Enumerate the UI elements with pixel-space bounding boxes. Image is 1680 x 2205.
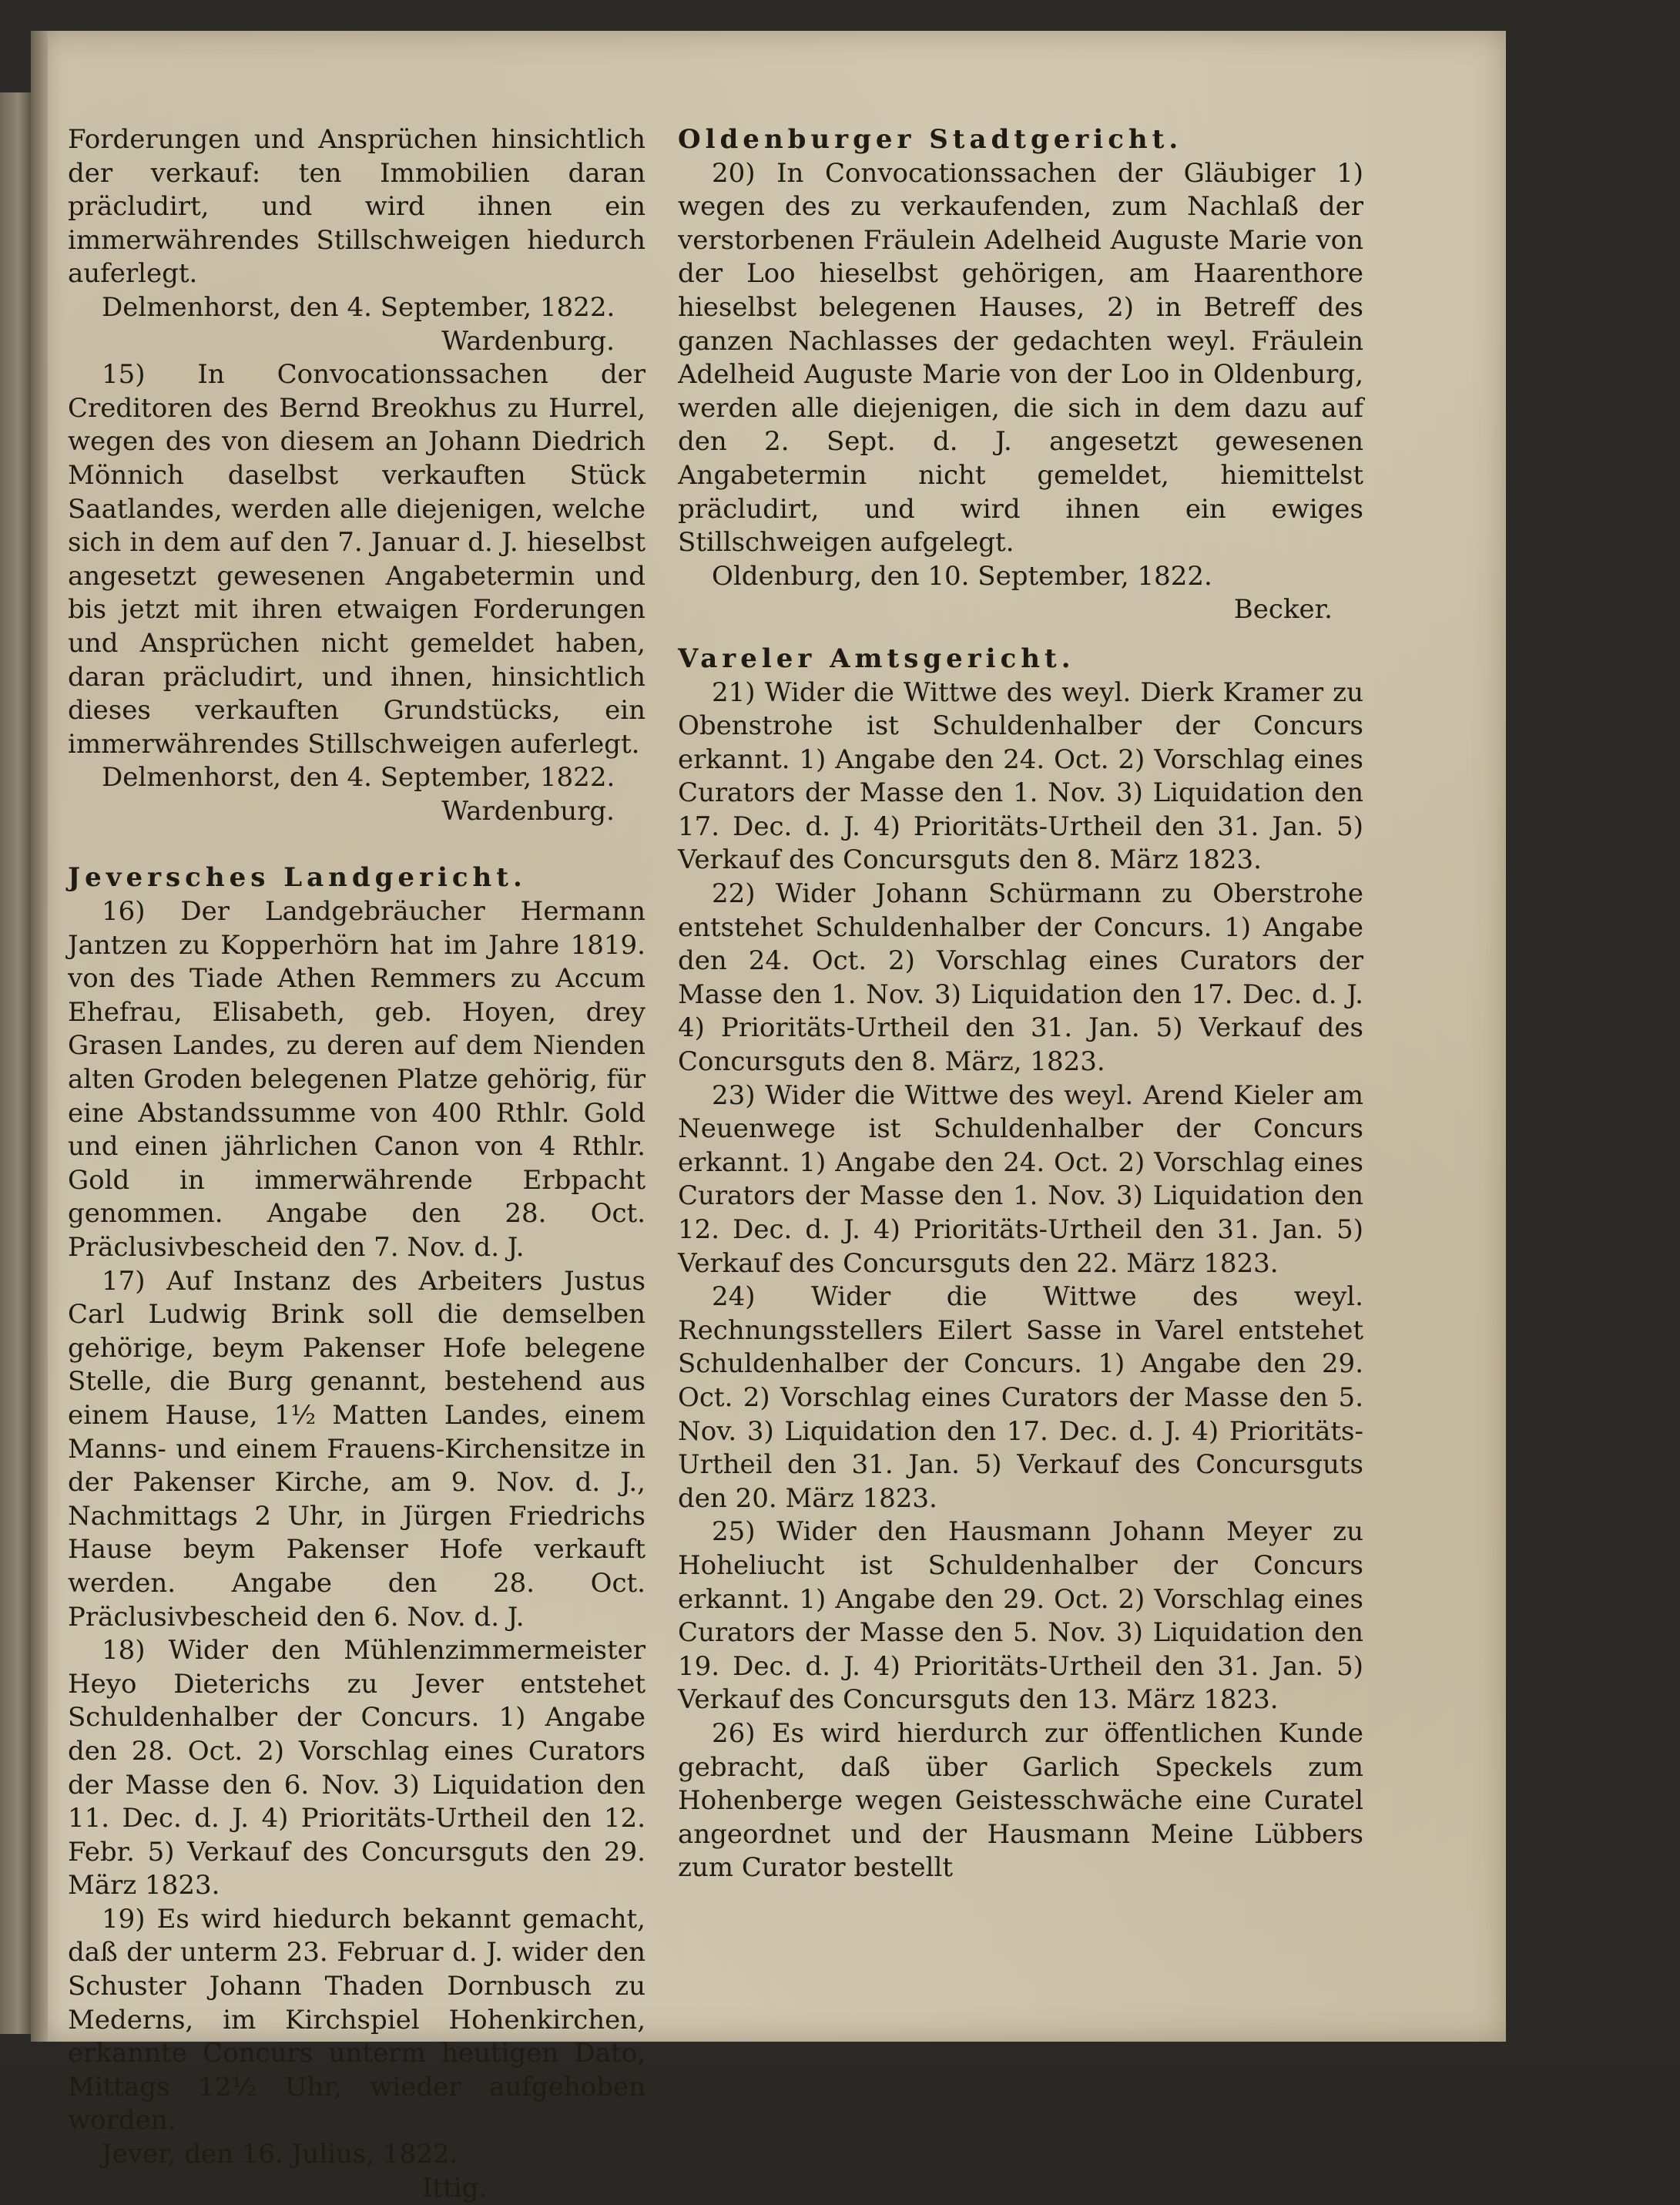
signature: Becker. [1233,594,1333,626]
notice-21: 21) Wider die Wittwe des weyl. Dierk Kramer zu Obenstrohe ist Schuldenhalber der Concurs erkannt. 1) Angabe den 24. Oct. 2) Vorschlag eines Curators der Masse den 1. Nov. 3) Liquidation den 17. Dec. d. J. 4) Prioritäts-Urtheil den 31. Jan. 5) Verkauf des Concursguts den 8. März 1823. [678,676,1363,876]
notice-24: 24) Wider die Wittwe des weyl. Rechnungsstellers Eilert Sasse in Varel entstehet Schuldenhalber der Concurs. 1) Angabe den 29. Oct. 2) Vorschlag eines Curators der Masse den 5. Nov. 3) Liquidation den 17. Dec. d. J. 4) Prioritäts-Urtheil den 31. Jan. 5) Verkauf des Concursguts den 20. März 1823. [678,1281,1363,1514]
section-heading-varel: Vareler Amtsgericht. [678,643,1075,674]
section-heading-oldenburg: Oldenburger Stadtgericht. [678,124,1183,155]
place-date: Oldenburg, den 10. September, 1822. [712,560,1212,592]
notice-16: 16) Der Landgebräucher Hermann Jantzen zu Kopperhörn hat im Jahre 1819. von des Tiade Athen Remmers zu Accum Ehefrau, Elisabeth, geb. Hoyen, drey Grasen Landes, zu deren auf dem Nienden alten Groden belegenen Platze gehörig, für eine Abstandssumme von 400 Rthlr. Gold und einen jährlichen Canon von 4 Rthlr. Gold in immerwährende Erbpacht genommen. Angabe den 28. Oct. Präclusivbescheid den 7. Nov. d. J. [68,896,646,1263]
notice-18: 18) Wider den Mühlenzimmermeister Heyo Dieterichs zu Jever entstehet Schuldenhalber der Concurs. 1) Angabe den 28. Oct. 2) Vorschlag eines Curators der Masse den 6. Nov. 3) Liquidation den 11. Dec. d. J. 4) Prioritäts-Urtheil den 12. Febr. 5) Verkauf des Concursguts den 29. März 1823. [68,1635,646,1901]
paragraph-continued: Forderungen und Ansprüchen hinsichtlich der verkauf: ten Immobilien daran präcludirt, und wird ihnen ein immerwährendes Stillschweigen hiedurch auferlegt. [68,124,646,290]
notice-26: 26) Es wird hierdurch zur öffentlichen Kunde gebracht, daß über Garlich Speckels zum Hohenberge wegen Geistesschwäche eine Curatel angeordnet und der Hausmann Meine Lübbers zum Curator bestellt [678,1717,1363,1884]
notice-15: 15) In Convocationssachen der Creditoren des Bernd Breokhus zu Hurrel, wegen des von diesem an Johann Diedrich Mönnich daselbst verkauften Stück Saatlandes, werden alle diejenigen, welche sich in dem auf den 7. Januar d. J. hieselbst angesetzt gewesenen Angabetermin und bis jetzt mit ihren etwaigen Forderungen und Ansprüchen nicht gemeldet haben, daran präcludirt, und ihnen, hinsichtlich dieses verkauften Grundstücks, ein immerwährendes Stillschweigen auferlegt. [68,359,646,760]
place-date: Delmenhorst, den 4. September, 1822. [102,762,615,794]
notice-17: 17) Auf Instanz des Arbeiters Justus Carl Ludwig Brink soll die demselben gehörige, beym Pakenser Hofe belegene Stelle, die Burg genannt, bestehend aus einem Hause, 1½ Matten Landes, einem Manns- und einem Frauens-Kirchensitze in der Pakenser Kirche, am 9. Nov. d. J., Nachmittags 2 Uhr, in Jürgen Friedrichs Hause beym Pakenser Hofe verkauft werden. Angabe den 28. Oct. Präclusivbescheid den 6. Nov. d. J. [68,1265,646,1633]
book-spine [31,31,48,2042]
previous-page-edge [0,92,31,2034]
signature: Ittig. [422,2172,488,2203]
notice-20: 20) In Convocationssachen der Gläubiger 1) wegen des zu verkaufenden, zum Nachlaß der verstorbenen Fräulein Adelheid Auguste Marie von der Loo hieselbst gehörigen, am Haarenthore hieselbst belegenen Hauses, 2) in Betreff des ganzen Nachlasses der gedachten weyl. Fräulein Adelheid Auguste Marie von der Loo in Oldenburg, werden alle diejenigen, die sich in dem dazu auf den 2. Sept. d. J. angesetzt gewesenen Angabetermin nicht gemeldet, hiemittelst präcludirt, und wird ihnen ein ewiges Stillschweigen aufgelegt. [678,157,1363,559]
notice-22: 22) Wider Johann Schürmann zu Oberstrohe entstehet Schuldenhalber der Concurs. 1) Angabe den 24. Oct. 2) Vorschlag eines Curators der Masse den 1. Nov. 3) Liquidation den 17. Dec. d. J. 4) Prioritäts-Urtheil den 31. Jan. 5) Verkauf des Concursguts den 8. März, 1823. [678,878,1363,1078]
section-heading-jever: Jeversches Landgericht. [68,862,527,894]
place-date: Delmenhorst, den 4. September, 1822. [102,291,615,323]
signature: Wardenburg. [441,325,615,357]
left-column [68,123,646,2205]
signature: Wardenburg. [441,795,615,827]
place-date: Jever, den 16. Julius, 1822. [102,2139,458,2170]
notice-25: 25) Wider den Hausmann Johann Meyer zu Hoheliucht ist Schuldenhalber der Concurs erkannt. 1) Angabe den 29. Oct. 2) Vorschlag eines Curators der Masse den 5. Nov. 3) Liquidation den 19. Dec. d. J. 4) Prioritäts-Urtheil den 31. Jan. 5) Verkauf des Concursguts den 13. März 1823. [678,1516,1363,1716]
right-column [678,123,1363,1885]
notice-19: 19) Es wird hiedurch bekannt gemacht, daß der unterm 23. Februar d. J. wider den Schuster Johann Thaden Dornbusch zu Mederns, im Kirchspiel Hohenkirchen, erkannte Concurs unterm heutigen Dato, Mittags 12½ Uhr, wieder aufgehoben worden. [68,1903,646,2136]
notice-23: 23) Wider die Wittwe des weyl. Arend Kieler am Neuenwege ist Schuldenhalber der Concurs erkannt. 1) Angabe den 24. Oct. 2) Vorschlag eines Curators der Masse den 1. Nov. 3) Liquidation den 12. Dec. d. J. 4) Prioritäts-Urtheil den 31. Jan. 5) Verkauf des Concursguts den 22. März 1823. [678,1079,1363,1279]
